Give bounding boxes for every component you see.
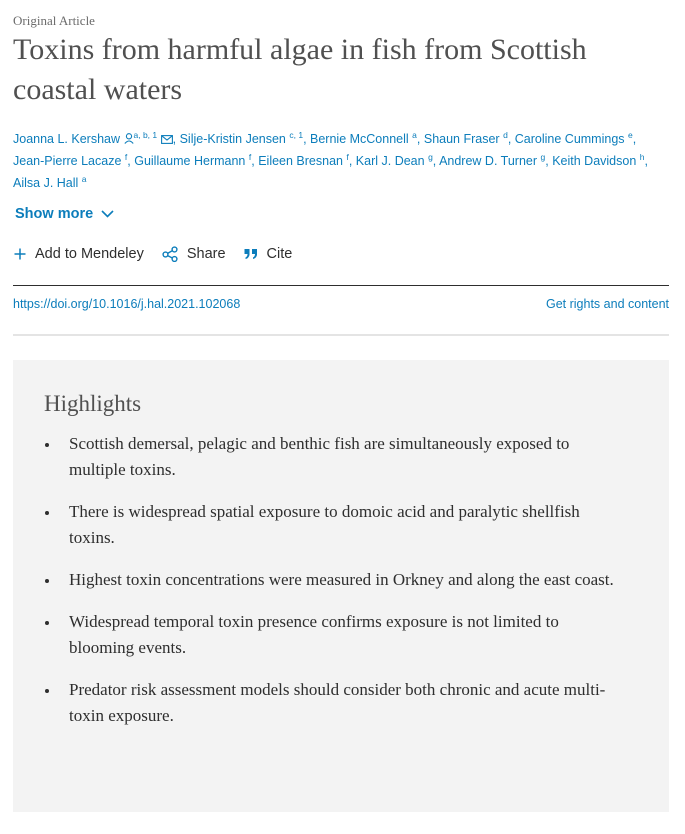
author-name: Jean-Pierre Lacaze xyxy=(13,154,122,168)
author-link[interactable] xyxy=(134,154,251,168)
author-affiliation: f xyxy=(248,152,252,162)
highlight-text: Widespread temporal toxin presence confirms exposure is not limited to blooming events. xyxy=(69,612,559,657)
get-rights-link[interactable]: Get rights and content xyxy=(546,297,669,311)
author-affiliation: a, b, 1 xyxy=(133,130,158,140)
author-link[interactable] xyxy=(439,154,545,168)
author-name: Bernie McConnell xyxy=(310,132,409,146)
plus-icon xyxy=(14,248,26,260)
author-affiliation: a xyxy=(412,130,417,140)
author-name: Keith Davidson xyxy=(552,154,637,168)
author-name: Joanna L. Kershaw xyxy=(13,132,121,146)
author-link[interactable] xyxy=(180,132,303,146)
add-to-mendeley-label: Add to Mendeley xyxy=(35,246,144,262)
author-link[interactable] xyxy=(310,132,417,146)
author-link[interactable] xyxy=(356,154,433,168)
author-affiliation: f xyxy=(346,152,349,162)
author-link[interactable] xyxy=(515,132,633,146)
share-button[interactable] xyxy=(162,246,226,262)
mail-icon[interactable] xyxy=(161,135,173,144)
bullet-icon xyxy=(45,689,49,693)
author-affiliation: a xyxy=(81,174,87,184)
highlight-item xyxy=(43,677,623,729)
bullet-icon xyxy=(45,621,49,625)
show-more-label: Show more xyxy=(15,206,94,222)
highlight-item xyxy=(43,431,623,483)
article-title: Toxins from harmful algae in fish from Scottish coastal waters xyxy=(13,33,587,106)
highlight-text: Predator risk assessment models should consider both chronic and acute multi-toxin exposure. xyxy=(69,680,606,725)
quote-icon xyxy=(244,248,258,260)
highlight-item xyxy=(43,609,623,661)
author-name: Andrew D. Turner xyxy=(439,154,538,168)
author-affiliation: g xyxy=(428,152,433,162)
article-type: Original Article xyxy=(13,13,95,28)
author-affiliation: d xyxy=(503,130,508,140)
author-affiliation: e xyxy=(628,130,633,140)
doi-link[interactable]: https://doi.org/10.1016/j.hal.2021.102068 xyxy=(13,297,241,311)
share-icon xyxy=(162,246,178,262)
cite-button[interactable] xyxy=(244,246,293,262)
author-name: Silje-Kristin Jensen xyxy=(179,132,286,146)
author-link[interactable] xyxy=(258,154,349,168)
author-name: Guillaume Hermann xyxy=(134,154,246,168)
bullet-icon xyxy=(45,511,49,515)
highlights-panel xyxy=(13,360,669,812)
highlight-text: Highest toxin concentrations were measured in Orkney and along the east coast. xyxy=(69,570,614,589)
author-name: Karl J. Dean xyxy=(355,154,425,168)
author-affiliation: c, 1 xyxy=(289,130,304,140)
author-link[interactable] xyxy=(13,154,127,168)
author-link[interactable] xyxy=(13,132,173,146)
author-affiliation: g xyxy=(540,152,546,162)
author-name: Shaun Fraser xyxy=(423,132,500,146)
highlight-item xyxy=(43,499,623,551)
divider xyxy=(13,285,669,286)
author-affiliation: h xyxy=(639,152,645,162)
highlight-item xyxy=(43,567,623,593)
add-to-mendeley-button[interactable] xyxy=(14,246,144,262)
highlight-text: Scottish demersal, pelagic and benthic fish are simultaneously exposed to multiple toxins. xyxy=(69,434,570,479)
author-name: Caroline Cummings xyxy=(514,132,625,146)
article-actions xyxy=(14,246,310,262)
author-affiliation: f xyxy=(124,152,128,162)
author-link[interactable] xyxy=(424,132,508,146)
author-link[interactable] xyxy=(552,154,644,168)
person-icon xyxy=(124,133,134,144)
divider xyxy=(13,334,669,336)
bullet-icon xyxy=(45,579,49,583)
author-link[interactable] xyxy=(13,176,87,190)
author-list: Joanna L. Kershaw $^{a, b, 1}$ , Silje-Kristin Jensen $^{c, 1}$, Bernie McConnell $^a$, Shaun Fraser $^d$, Caroline Cummings $^e$, Jean-Pierre Lacaze $^f$, Guillaume Hermann $^f$, Eileen Bresnan $^f$, Karl J. Dean $^g$, Andrew D. Turner $^g$, Keith Davidson $^h$, Ailsa J. Hall $^a$ xyxy=(13,130,648,190)
author-name: Eileen Bresnan xyxy=(258,154,343,168)
cite-label: Cite xyxy=(266,246,293,262)
bullet-icon xyxy=(45,443,49,447)
show-more-button[interactable] xyxy=(15,206,114,222)
chevron-down-icon xyxy=(101,210,114,218)
highlights-title: Highlights xyxy=(44,391,142,416)
share-label: Share xyxy=(186,246,226,262)
author-name: Ailsa J. Hall xyxy=(13,176,79,190)
highlights-list xyxy=(43,431,623,745)
highlight-text: There is widespread spatial exposure to domoic acid and paralytic shellfish toxins. xyxy=(69,502,580,547)
